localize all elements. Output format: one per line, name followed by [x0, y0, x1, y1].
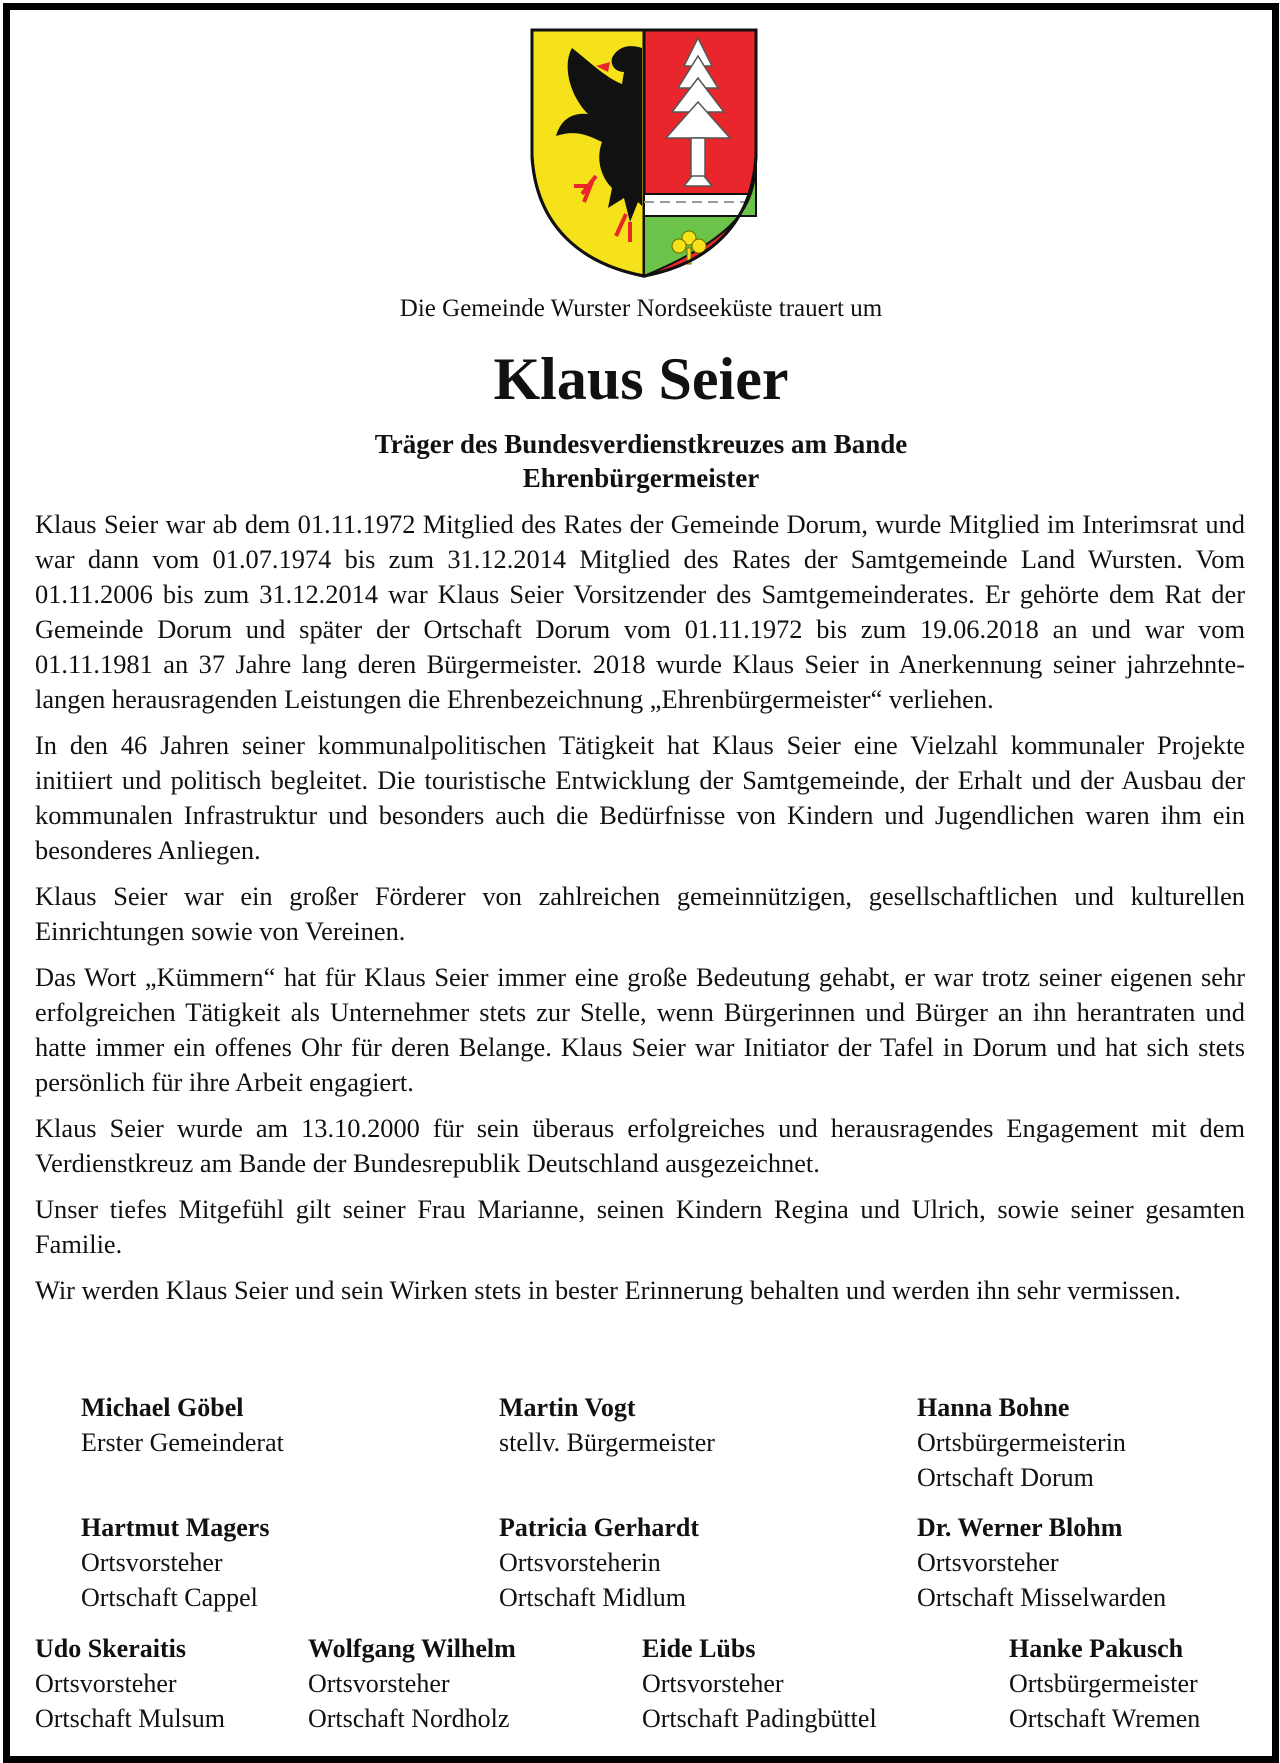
signatory-name: Michael Göbel	[81, 1393, 244, 1422]
signatory-name: Wolfgang Wilhelm	[308, 1634, 516, 1663]
paragraph: In den 46 Jahren seiner kommunalpolitischen Tätigkeit hat Klaus Seier eine Vielzahl kommunaler Projekte initiiert und politisch begleitet. Die touristische Entwicklung der Samtgemeinde, der Erhalt und der Ausbau der kommunalen Infrastruktur und besonders auch die Bedürfnisse von Kindern und Jugendlichen waren ihm ein besonderes Anliegen.	[35, 730, 1245, 865]
signatory-role: Ortsbürgermeister	[1009, 1669, 1198, 1698]
signatory-name: Dr. Werner Blohm	[917, 1513, 1123, 1542]
paragraph: Klaus Seier war ab dem 01.11.1972 Mitglied des Rates der Gemeinde Dorum, wurde Mitglied im Interimsrat und war dann vom 01.07.1974 bis zum 31.12.2014 Mitglied des Rates der Samtgemeinde Land Wursten. Vom 01.11.2006 bis zum 31.12.2014 war Klaus Seier Vorsitzender des Samtgemeinderates. Er gehörte dem Rat der Gemeinde Dorum und später der Ortschaft Dorum vom 01.11.1972 bis zum 19.06.2018 an und war vom 01.11.1981 an 37 Jahre lang deren Bürgermeister. 2018 wurde Klaus Seier in Anerkennung seiner jahrzehntelangen herausragenden Leistungen die Ehrenbezeichnung „Ehrenbürgermeister“ verliehen.	[35, 509, 1245, 714]
signatory-locality: Ortschaft Wremen	[1009, 1704, 1201, 1733]
signature-block	[499, 1390, 715, 1460]
obituary-notice	[3, 3, 1279, 1763]
signatory-locality: Ortschaft Midlum	[499, 1583, 687, 1612]
signatory-role: Ortsvorsteher	[642, 1669, 784, 1698]
coat-of-arms-icon	[526, 26, 762, 286]
honor-title: Träger des Bundesverdienstkreuzes am Bande	[374, 429, 908, 459]
signatory-name: Martin Vogt	[499, 1393, 636, 1422]
signature-block	[81, 1510, 269, 1615]
signatory-name: Hartmut Magers	[81, 1513, 270, 1542]
signatory-role: Ortsvorsteher	[917, 1548, 1059, 1577]
signatory-name: Patricia Gerhardt	[499, 1513, 699, 1542]
signatory-name: Hanke Pakusch	[1009, 1634, 1184, 1663]
signature-block	[35, 1631, 225, 1736]
paragraph: Klaus Seier wurde am 13.10.2000 für sein überaus erfolgreiches und herausragendes Engagement mit dem Verdienstkreuz am Bande der Bundesrepublik Deutschland ausgezeichnet.	[35, 1113, 1245, 1178]
honorary-title: Ehrenbürgermeister	[522, 463, 760, 493]
signatory-role: Ortsvorsteherin	[499, 1548, 661, 1577]
signatory-name: Hanna Bohne	[917, 1393, 1070, 1422]
signatory-role: Erster Gemeinderat	[81, 1428, 284, 1457]
signatory-locality: Ortschaft Dorum	[917, 1463, 1094, 1492]
signatory-role: Ortsvorsteher	[308, 1669, 450, 1698]
signatory-name: Udo Skeraitis	[35, 1634, 186, 1663]
signatory-role: Ortsvorsteher	[81, 1548, 223, 1577]
paragraph: Das Wort „Kümmern“ hat für Klaus Seier immer eine große Bedeutung gehabt, er war trotz seiner eigenen sehr erfolgreichen Tätigkeit als Unternehmer stets zur Stelle, wenn Bürgerinnen und Bürger an ihn herantraten und hatte immer ein offenes Ohr für deren Belange. Klaus Seier war Initiator der Tafel in Dorum und hat sich stets persönlich für ihre Arbeit engagiert.	[35, 962, 1245, 1097]
signatory-role: Ortsvorsteher	[35, 1669, 177, 1698]
deceased-name: Klaus Seier	[493, 346, 789, 412]
signatory-locality: Ortschaft Padingbüttel	[642, 1704, 877, 1733]
signatory-name: Eide Lübs	[642, 1634, 756, 1663]
signatory-locality: Ortschaft Nordholz	[308, 1704, 510, 1733]
signature-block	[917, 1510, 1166, 1615]
obituary-body	[35, 507, 1245, 1319]
signatory-role: stellv. Bürgermeister	[499, 1428, 715, 1457]
signatory-locality: Ortschaft Mulsum	[35, 1704, 225, 1733]
intro-text: Die Gemeinde Wurster Nordseeküste trauert um	[399, 295, 883, 322]
signature-block	[917, 1390, 1126, 1495]
signature-block	[499, 1510, 699, 1615]
paragraph: Klaus Seier war ein großer Förderer von zahlreichen gemeinnützigen, gesellschaftlichen und kulturellen Einrichtungen sowie von Vereinen.	[35, 881, 1245, 946]
signature-block	[642, 1631, 877, 1736]
signatory-role: Ortsbürgermeisterin	[917, 1428, 1126, 1457]
signature-block	[81, 1390, 284, 1460]
paragraph: Unser tiefes Mitgefühl gilt seiner Frau Marianne, seinen Kindern Regina und Ulrich, sowie seiner gesamten Familie.	[35, 1194, 1245, 1259]
signatory-locality: Ortschaft Cappel	[81, 1583, 258, 1612]
paragraph: Wir werden Klaus Seier und sein Wirken stets in bester Erinnerung behalten und werden ihn sehr vermissen.	[35, 1275, 1181, 1305]
signature-block	[308, 1631, 516, 1736]
signatory-locality: Ortschaft Misselwarden	[917, 1583, 1167, 1612]
signature-block	[1009, 1631, 1200, 1736]
